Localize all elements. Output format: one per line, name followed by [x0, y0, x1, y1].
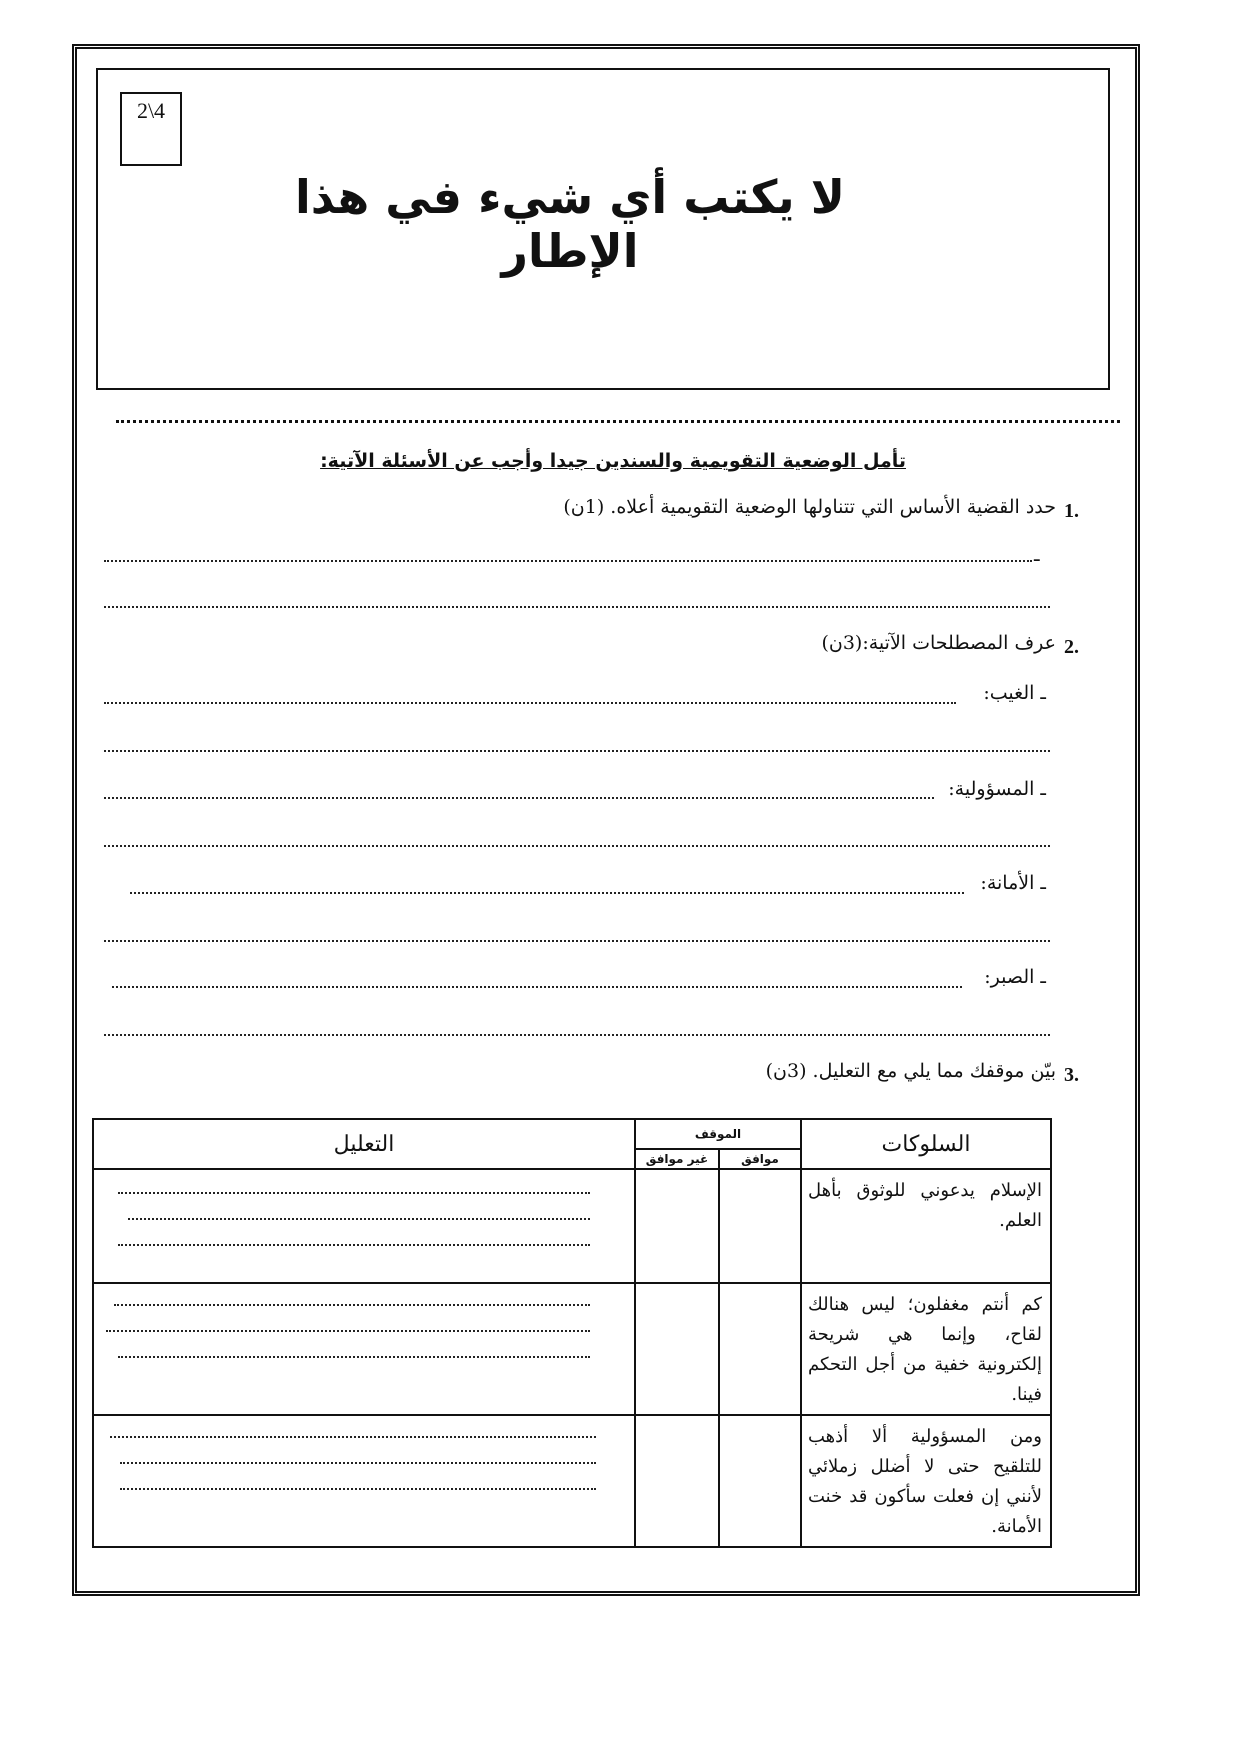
answer-line[interactable]: [120, 1488, 596, 1490]
table-row: [93, 1415, 1051, 1547]
dotted-separator: [116, 420, 1120, 423]
answer-line[interactable]: [110, 1436, 596, 1438]
instructions: تأمل الوضعية التقويمية والسندين جيدا وأجب عن الأسئلة الآتية:: [320, 450, 906, 472]
answer-line[interactable]: [128, 1218, 590, 1220]
question-1-text: حدد القضية الأساس التي تتناولها الوضعية التقويمية أعلاه. (1ن): [563, 496, 1056, 518]
answer-line[interactable]: [104, 797, 934, 799]
answer-line[interactable]: [104, 560, 1032, 562]
answer-line[interactable]: [130, 892, 964, 894]
behavior-text: ومن المسؤولية ألا أذهب للتلقيح حتى لا أضلل زملائي لأنني إن فعلت سأكون قد خنت الأمانة.: [801, 1415, 1051, 1547]
answer-line[interactable]: [104, 1034, 1050, 1036]
reasoning-cell[interactable]: [93, 1169, 635, 1283]
reasoning-cell[interactable]: [93, 1415, 635, 1547]
question-2-text: عرف المصطلحات الآتية:(3ن): [821, 632, 1056, 654]
answer-line[interactable]: [114, 1304, 590, 1306]
behavior-text: كم أنتم مغفلون؛ ليس هنالك لقاح، وإنما هي شريحة إلكترونية خفية من أجل التحكم فينا.: [801, 1283, 1051, 1415]
agree-cell[interactable]: [719, 1415, 801, 1547]
header-behaviors: السلوكات: [801, 1119, 1051, 1169]
answer-line[interactable]: [120, 1462, 596, 1464]
term-ghayb: ـ الغيب:: [983, 682, 1046, 704]
answer-line[interactable]: [118, 1192, 590, 1194]
answer-line[interactable]: [104, 750, 1050, 752]
header-agree: موافق: [719, 1149, 801, 1169]
agree-cell[interactable]: [719, 1283, 801, 1415]
no-write-banner: لا يكتب أي شيء في هذا الإطار: [295, 170, 845, 278]
term-responsibility: ـ المسؤولية:: [948, 778, 1046, 800]
question-3-number: 3.: [1064, 1064, 1079, 1086]
agree-cell[interactable]: [719, 1169, 801, 1283]
header-reasoning: التعليل: [93, 1119, 635, 1169]
answer-1-prefix: ـ: [1034, 544, 1040, 566]
disagree-cell[interactable]: [635, 1169, 719, 1283]
question-3-text: بيّن موقفك مما يلي مع التعليل. (3ن): [765, 1060, 1056, 1082]
reasoning-cell[interactable]: [93, 1283, 635, 1415]
answer-line[interactable]: [104, 845, 1050, 847]
answer-line[interactable]: [104, 702, 956, 704]
term-amanah: ـ الأمانة:: [980, 872, 1046, 894]
header-position: الموقف: [635, 1119, 801, 1149]
answer-line[interactable]: [118, 1244, 590, 1246]
page-number: 2\4: [120, 92, 182, 166]
header-disagree: غير موافق: [635, 1149, 719, 1169]
answer-line[interactable]: [118, 1356, 590, 1358]
table-row: [93, 1169, 1051, 1283]
answer-line[interactable]: [104, 940, 1050, 942]
answer-line[interactable]: [104, 606, 1050, 608]
term-patience: ـ الصبر:: [984, 966, 1046, 988]
answer-line[interactable]: [112, 986, 962, 988]
disagree-cell[interactable]: [635, 1415, 719, 1547]
behavior-text: الإسلام يدعوني للوثوق بأهل العلم.: [801, 1169, 1051, 1283]
answer-line[interactable]: [106, 1330, 590, 1332]
positions-table: [92, 1118, 1052, 1548]
question-2-number: 2.: [1064, 636, 1079, 658]
table-row: [93, 1283, 1051, 1415]
disagree-cell[interactable]: [635, 1283, 719, 1415]
question-1-number: 1.: [1064, 500, 1079, 522]
